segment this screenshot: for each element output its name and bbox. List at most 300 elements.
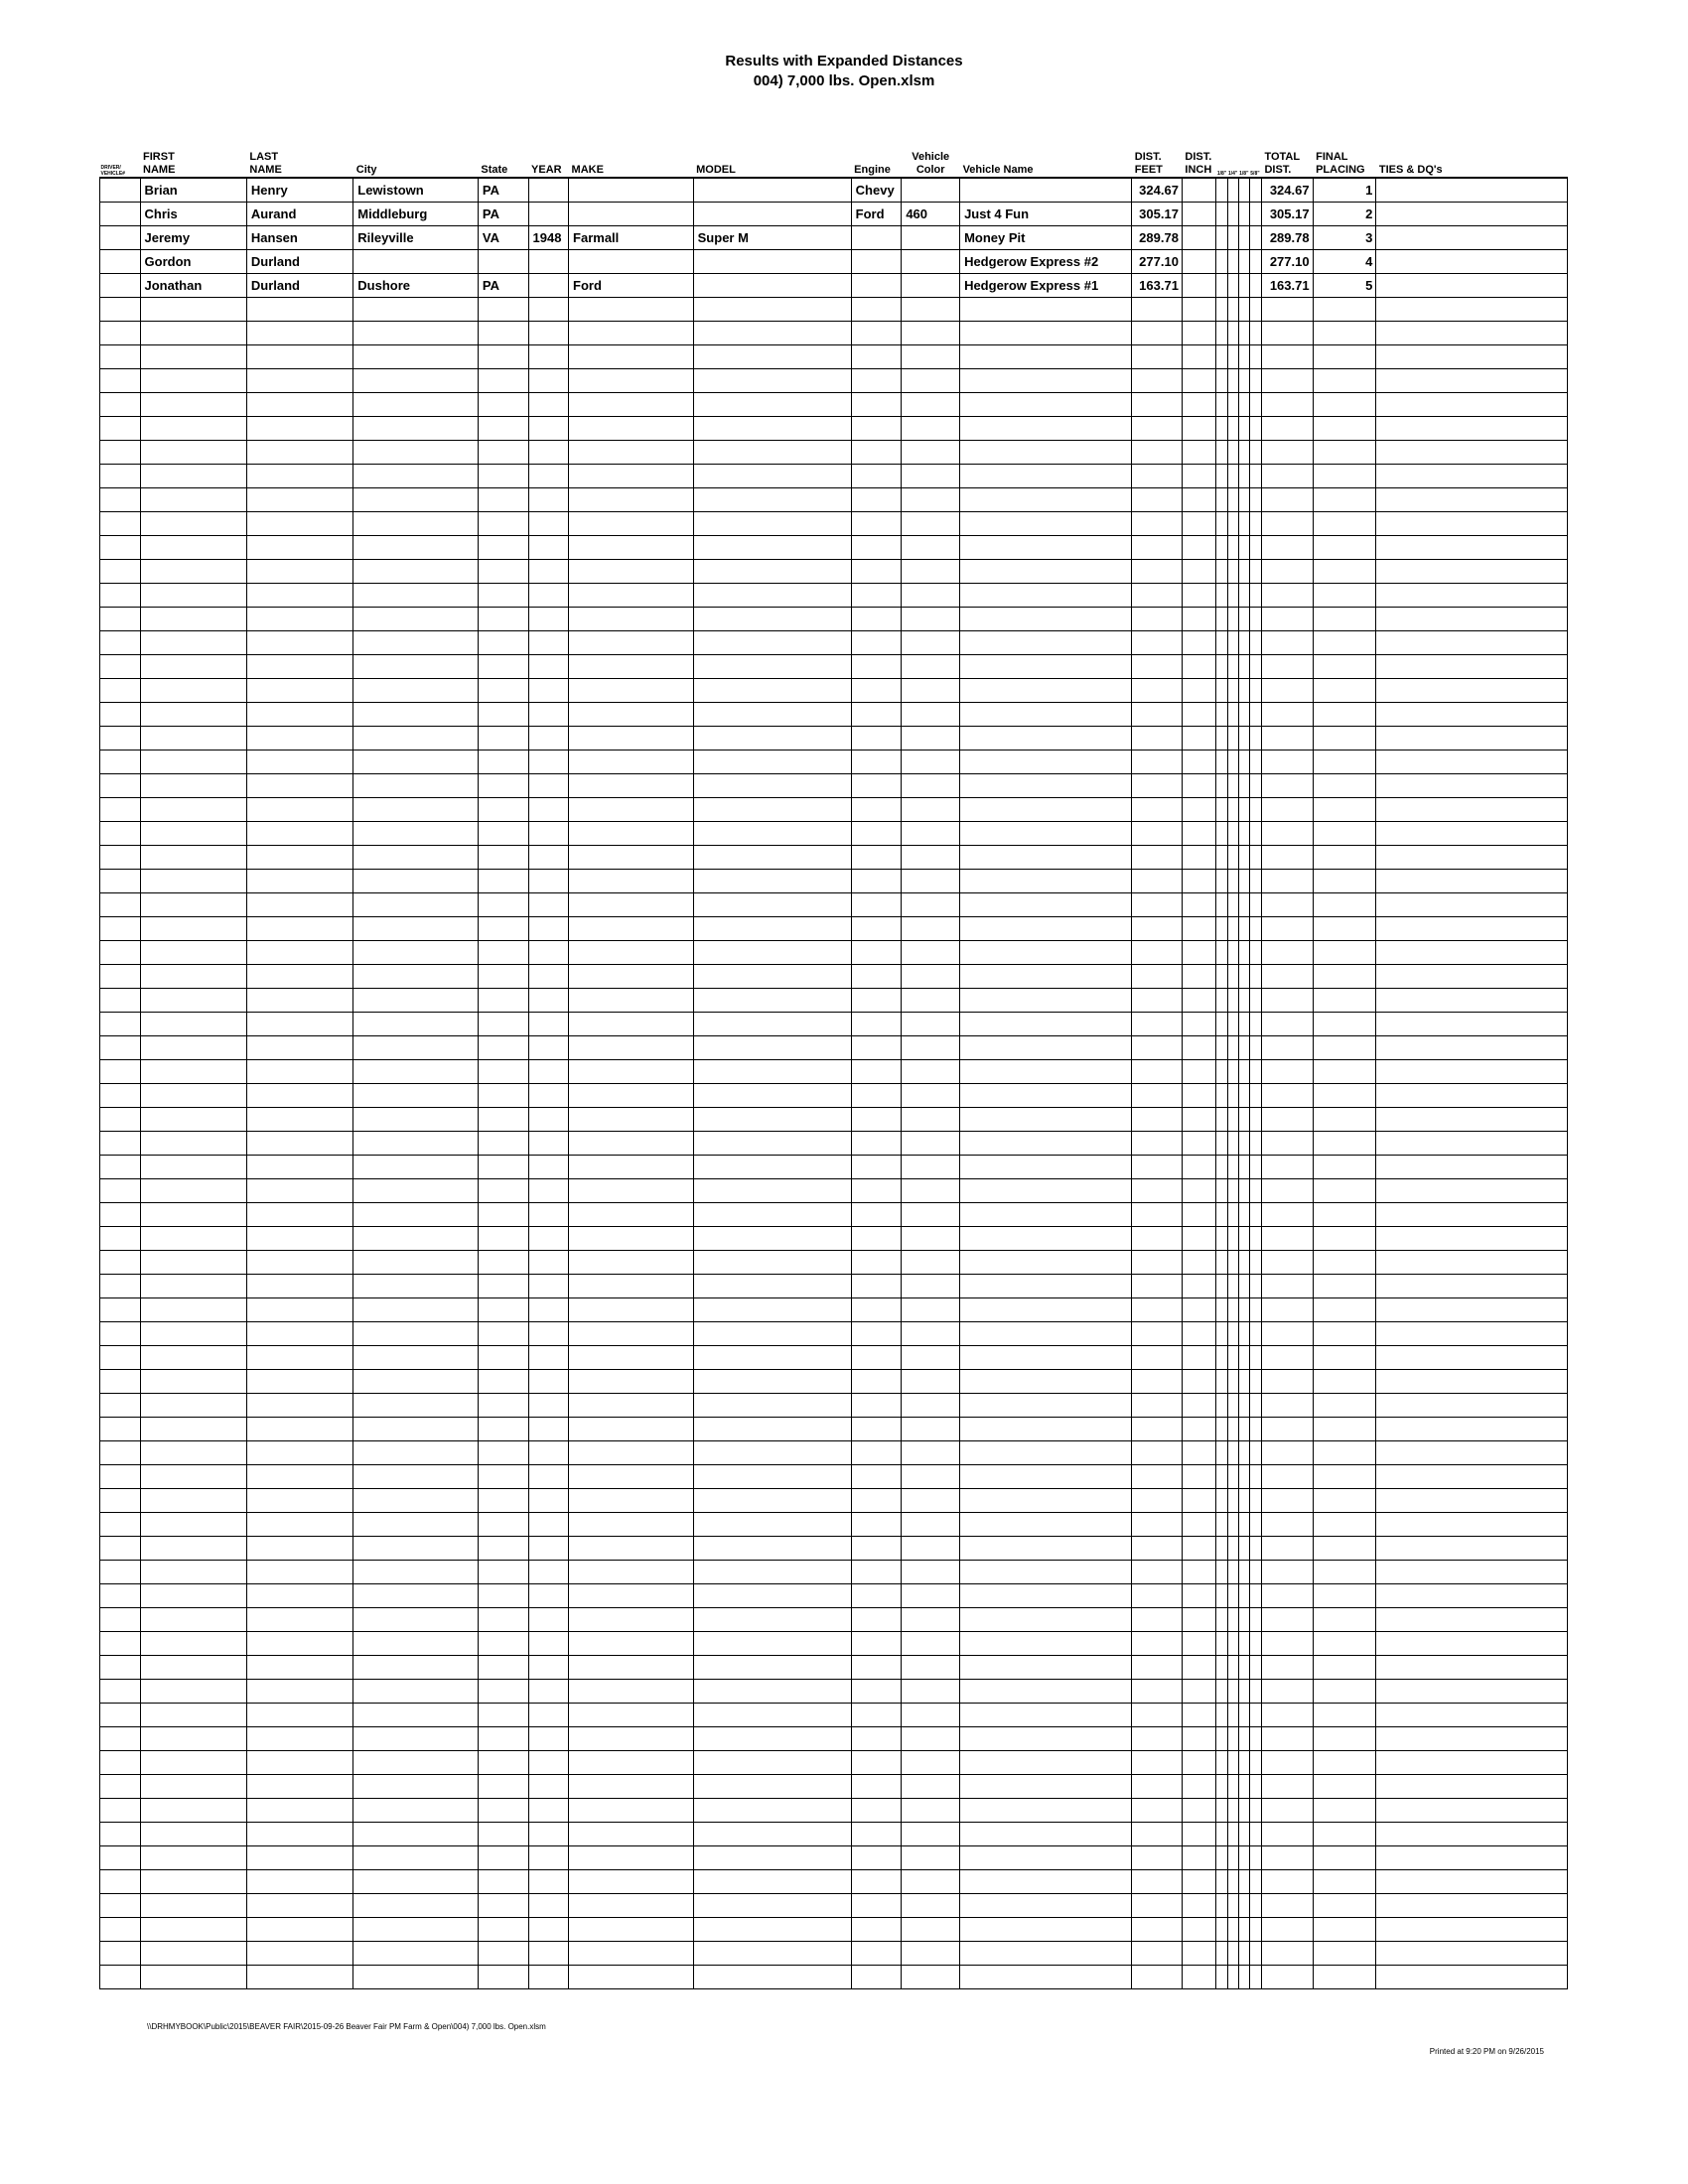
table-cell bbox=[1376, 1156, 1568, 1179]
table-cell bbox=[140, 1108, 246, 1132]
table-cell bbox=[851, 870, 902, 893]
table-cell bbox=[693, 1275, 851, 1298]
table-cell bbox=[1376, 1942, 1568, 1966]
table-cell bbox=[902, 488, 960, 512]
table-cell bbox=[528, 465, 569, 488]
table-cell bbox=[1132, 1203, 1183, 1227]
table-cell bbox=[902, 1370, 960, 1394]
table-cell bbox=[902, 1704, 960, 1727]
table-cell bbox=[1249, 679, 1261, 703]
table-cell bbox=[902, 441, 960, 465]
table-cell bbox=[1227, 846, 1238, 870]
table-cell bbox=[478, 1346, 528, 1370]
table-cell bbox=[1216, 655, 1227, 679]
table-cell bbox=[693, 1727, 851, 1751]
table-cell bbox=[693, 608, 851, 631]
table-cell bbox=[569, 1608, 694, 1632]
table-cell bbox=[569, 465, 694, 488]
table-cell bbox=[528, 703, 569, 727]
table-cell bbox=[1376, 369, 1568, 393]
column-header-line2: TIES & DQ's bbox=[1378, 164, 1443, 176]
table-cell bbox=[960, 393, 1132, 417]
table-cell bbox=[1132, 1656, 1183, 1680]
table-cell bbox=[1376, 322, 1568, 345]
table-cell bbox=[1182, 1394, 1215, 1418]
table-cell bbox=[569, 893, 694, 917]
table-cell bbox=[960, 1156, 1132, 1179]
table-cell bbox=[569, 608, 694, 631]
table-cell bbox=[1182, 1537, 1215, 1561]
table-cell bbox=[569, 1370, 694, 1394]
table-cell bbox=[1216, 274, 1227, 298]
table-cell bbox=[1249, 989, 1261, 1013]
table-cell bbox=[140, 679, 246, 703]
table-cell bbox=[1182, 1632, 1215, 1656]
table-cell bbox=[528, 1036, 569, 1060]
column-header-line2: Engine bbox=[854, 164, 891, 176]
table-cell bbox=[851, 1894, 902, 1918]
table-cell bbox=[1238, 1060, 1249, 1084]
table-cell bbox=[1182, 917, 1215, 941]
table-cell bbox=[902, 393, 960, 417]
table-cell bbox=[569, 536, 694, 560]
table-cell bbox=[1376, 608, 1568, 631]
table-cell bbox=[478, 1132, 528, 1156]
table-cell: Lewistown bbox=[353, 178, 479, 203]
empty-table-row bbox=[100, 1108, 1568, 1132]
column-header-line2: MAKE bbox=[571, 164, 604, 176]
table-cell bbox=[100, 727, 141, 751]
table-cell bbox=[1249, 893, 1261, 917]
table-cell bbox=[1376, 1370, 1568, 1394]
table-cell bbox=[902, 512, 960, 536]
table-cell bbox=[851, 655, 902, 679]
table-cell bbox=[1182, 1942, 1215, 1966]
table-cell bbox=[1227, 631, 1238, 655]
table-cell bbox=[1132, 1966, 1183, 1989]
table-cell bbox=[1227, 1203, 1238, 1227]
empty-table-row bbox=[100, 822, 1568, 846]
table-cell bbox=[1238, 1656, 1249, 1680]
table-cell: 3 bbox=[1313, 226, 1376, 250]
table-cell bbox=[478, 322, 528, 345]
table-cell bbox=[1238, 1203, 1249, 1227]
empty-table-row bbox=[100, 1846, 1568, 1870]
table-cell bbox=[100, 1561, 141, 1584]
table-cell bbox=[1238, 1870, 1249, 1894]
table-cell bbox=[353, 441, 479, 465]
table-cell bbox=[528, 1918, 569, 1942]
table-cell bbox=[353, 917, 479, 941]
table-cell bbox=[528, 345, 569, 369]
table-cell bbox=[140, 1537, 246, 1561]
table-cell bbox=[1238, 893, 1249, 917]
table-cell bbox=[1313, 631, 1376, 655]
table-cell bbox=[1249, 1156, 1261, 1179]
table-cell bbox=[1261, 1013, 1313, 1036]
table-cell bbox=[140, 1060, 246, 1084]
table-cell bbox=[140, 798, 246, 822]
table-cell bbox=[528, 1489, 569, 1513]
table-cell bbox=[1216, 1561, 1227, 1584]
table-cell bbox=[1132, 417, 1183, 441]
table-cell bbox=[353, 369, 479, 393]
table-cell bbox=[1227, 441, 1238, 465]
table-cell bbox=[353, 1251, 479, 1275]
table-cell bbox=[1227, 1537, 1238, 1561]
table-cell bbox=[478, 1584, 528, 1608]
table-cell bbox=[1216, 1251, 1227, 1275]
table-cell bbox=[528, 322, 569, 345]
column-header-line1: FINAL bbox=[1316, 151, 1348, 163]
table-cell bbox=[1227, 226, 1238, 250]
table-cell bbox=[851, 1942, 902, 1966]
table-cell bbox=[1132, 917, 1183, 941]
table-cell bbox=[902, 1298, 960, 1322]
table-cell bbox=[1376, 1537, 1568, 1561]
table-cell bbox=[1249, 631, 1261, 655]
table-cell bbox=[528, 584, 569, 608]
table-cell bbox=[1261, 1727, 1313, 1751]
table-cell bbox=[851, 1036, 902, 1060]
table-cell bbox=[693, 1203, 851, 1227]
table-cell bbox=[140, 441, 246, 465]
table-cell bbox=[100, 369, 141, 393]
table-cell bbox=[246, 1680, 352, 1704]
table-cell bbox=[1227, 298, 1238, 322]
table-cell bbox=[1182, 1727, 1215, 1751]
table-cell bbox=[1313, 1870, 1376, 1894]
table-cell bbox=[851, 727, 902, 751]
table-cell bbox=[478, 965, 528, 989]
table-cell bbox=[1182, 1513, 1215, 1537]
table-cell bbox=[100, 1156, 141, 1179]
table-cell bbox=[1261, 1656, 1313, 1680]
table-cell bbox=[246, 798, 352, 822]
table-cell bbox=[902, 1751, 960, 1775]
table-cell bbox=[1132, 608, 1183, 631]
table-cell bbox=[100, 536, 141, 560]
table-cell bbox=[902, 465, 960, 488]
table-cell bbox=[902, 1918, 960, 1942]
table-cell bbox=[353, 1727, 479, 1751]
table-cell bbox=[1182, 1298, 1215, 1322]
table-cell bbox=[1182, 989, 1215, 1013]
empty-table-row bbox=[100, 1465, 1568, 1489]
empty-table-row bbox=[100, 1918, 1568, 1942]
table-cell bbox=[140, 870, 246, 893]
table-cell bbox=[902, 1179, 960, 1203]
table-cell bbox=[528, 1942, 569, 1966]
table-cell bbox=[353, 536, 479, 560]
table-cell bbox=[353, 1227, 479, 1251]
table-cell bbox=[1132, 1227, 1183, 1251]
table-cell bbox=[353, 322, 479, 345]
table-cell bbox=[1238, 1608, 1249, 1632]
table-cell bbox=[902, 751, 960, 774]
table-cell bbox=[353, 727, 479, 751]
table-cell bbox=[1216, 798, 1227, 822]
table-cell: Ford bbox=[851, 203, 902, 226]
table-cell bbox=[1182, 1870, 1215, 1894]
table-cell bbox=[1313, 1418, 1376, 1441]
table-cell bbox=[353, 298, 479, 322]
table-cell bbox=[1227, 1156, 1238, 1179]
empty-table-row bbox=[100, 989, 1568, 1013]
table-cell bbox=[478, 1251, 528, 1275]
table-cell bbox=[1376, 893, 1568, 917]
table-cell bbox=[1238, 917, 1249, 941]
table-cell bbox=[1216, 1084, 1227, 1108]
column-header-line2: NAME bbox=[143, 164, 176, 176]
table-cell bbox=[569, 584, 694, 608]
table-cell bbox=[1132, 1013, 1183, 1036]
table-cell bbox=[246, 465, 352, 488]
table-cell bbox=[1376, 345, 1568, 369]
table-cell bbox=[1132, 298, 1183, 322]
table-cell bbox=[851, 488, 902, 512]
table-cell bbox=[478, 703, 528, 727]
table-cell bbox=[1227, 584, 1238, 608]
table-cell bbox=[1313, 560, 1376, 584]
results-table bbox=[99, 146, 1568, 1989]
table-cell bbox=[140, 1846, 246, 1870]
table-cell bbox=[1261, 774, 1313, 798]
table-cell bbox=[246, 1942, 352, 1966]
table-cell bbox=[1313, 1966, 1376, 1989]
table-cell bbox=[1376, 1751, 1568, 1775]
table-cell bbox=[140, 1394, 246, 1418]
table-cell bbox=[1238, 1751, 1249, 1775]
table-cell bbox=[1132, 1084, 1183, 1108]
table-cell bbox=[960, 345, 1132, 369]
table-cell bbox=[353, 870, 479, 893]
table-cell bbox=[1249, 846, 1261, 870]
table-cell bbox=[478, 1680, 528, 1704]
table-cell bbox=[1227, 655, 1238, 679]
column-header-line2: FEET bbox=[1134, 164, 1163, 176]
empty-table-row bbox=[100, 345, 1568, 369]
table-cell bbox=[1238, 560, 1249, 584]
table-cell: 289.78 bbox=[1132, 226, 1183, 250]
table-cell bbox=[1261, 1156, 1313, 1179]
table-cell bbox=[100, 798, 141, 822]
table-cell bbox=[528, 1608, 569, 1632]
table-cell bbox=[246, 1561, 352, 1584]
table-cell bbox=[960, 1727, 1132, 1751]
table-cell bbox=[1227, 989, 1238, 1013]
table-cell bbox=[528, 655, 569, 679]
table-cell bbox=[100, 488, 141, 512]
table-cell bbox=[1216, 203, 1227, 226]
table-cell bbox=[528, 1227, 569, 1251]
table-cell bbox=[1313, 1322, 1376, 1346]
table-cell bbox=[1261, 1489, 1313, 1513]
table-cell bbox=[1182, 393, 1215, 417]
table-cell bbox=[353, 1584, 479, 1608]
table-cell bbox=[1227, 893, 1238, 917]
table-cell bbox=[478, 631, 528, 655]
table-cell bbox=[902, 560, 960, 584]
table-cell bbox=[1216, 1704, 1227, 1727]
table-cell bbox=[851, 441, 902, 465]
table-cell bbox=[1182, 345, 1215, 369]
table-cell bbox=[569, 1751, 694, 1775]
empty-table-row bbox=[100, 1275, 1568, 1298]
table-cell bbox=[1376, 1084, 1568, 1108]
table-cell bbox=[693, 1346, 851, 1370]
table-cell bbox=[1249, 655, 1261, 679]
table-cell bbox=[1182, 1370, 1215, 1394]
table-cell bbox=[1132, 345, 1183, 369]
table-cell bbox=[1227, 917, 1238, 941]
table-cell bbox=[353, 679, 479, 703]
table-cell bbox=[1313, 1537, 1376, 1561]
column-header-4 bbox=[478, 146, 528, 178]
table-cell bbox=[569, 1108, 694, 1132]
table-cell bbox=[851, 1537, 902, 1561]
table-cell bbox=[246, 322, 352, 345]
table-cell: 324.67 bbox=[1261, 178, 1313, 203]
table-cell bbox=[851, 1441, 902, 1465]
table-cell bbox=[1376, 1632, 1568, 1656]
table-cell bbox=[851, 1680, 902, 1704]
table-cell bbox=[353, 893, 479, 917]
table-cell bbox=[100, 1036, 141, 1060]
table-cell bbox=[569, 679, 694, 703]
table-cell bbox=[902, 1537, 960, 1561]
table-cell bbox=[1261, 822, 1313, 846]
table-cell bbox=[140, 488, 246, 512]
table-cell bbox=[1249, 941, 1261, 965]
table-cell: Henry bbox=[246, 178, 352, 203]
table-cell bbox=[1376, 1036, 1568, 1060]
table-cell bbox=[1238, 751, 1249, 774]
table-cell bbox=[1216, 727, 1227, 751]
table-cell bbox=[1313, 1799, 1376, 1823]
table-cell bbox=[902, 798, 960, 822]
table-cell bbox=[902, 1060, 960, 1084]
table-cell bbox=[353, 1108, 479, 1132]
table-cell bbox=[140, 1179, 246, 1203]
table-cell bbox=[1376, 1108, 1568, 1132]
table-cell bbox=[1216, 1418, 1227, 1441]
table-cell bbox=[1376, 536, 1568, 560]
table-cell bbox=[1313, 1513, 1376, 1537]
column-header-12 bbox=[1182, 146, 1215, 178]
table-cell bbox=[353, 393, 479, 417]
table-cell bbox=[528, 369, 569, 393]
table-cell bbox=[1261, 345, 1313, 369]
table-cell bbox=[1261, 1799, 1313, 1823]
table-cell bbox=[1313, 536, 1376, 560]
table-cell bbox=[1376, 1013, 1568, 1036]
table-cell bbox=[246, 441, 352, 465]
table-cell bbox=[569, 178, 694, 203]
empty-table-row bbox=[100, 941, 1568, 965]
table-cell bbox=[1132, 1179, 1183, 1203]
table-cell bbox=[100, 1084, 141, 1108]
table-cell bbox=[1313, 1346, 1376, 1370]
table-cell bbox=[851, 226, 902, 250]
table-cell bbox=[960, 1823, 1132, 1846]
table-cell bbox=[140, 965, 246, 989]
table-cell bbox=[1376, 655, 1568, 679]
table-cell bbox=[902, 608, 960, 631]
table-cell bbox=[693, 893, 851, 917]
table-cell bbox=[1249, 1060, 1261, 1084]
table-cell bbox=[1261, 1561, 1313, 1584]
table-cell bbox=[1313, 846, 1376, 870]
table-cell bbox=[140, 608, 246, 631]
table-cell bbox=[1238, 965, 1249, 989]
table-cell bbox=[693, 250, 851, 274]
table-cell bbox=[353, 703, 479, 727]
table-cell bbox=[1376, 1704, 1568, 1727]
table-cell bbox=[1238, 1322, 1249, 1346]
table-cell bbox=[693, 465, 851, 488]
table-cell bbox=[100, 1489, 141, 1513]
table-cell bbox=[1182, 1751, 1215, 1775]
table-cell bbox=[100, 298, 141, 322]
table-cell bbox=[528, 917, 569, 941]
empty-table-row bbox=[100, 417, 1568, 441]
table-cell bbox=[693, 1013, 851, 1036]
table-cell bbox=[569, 1132, 694, 1156]
column-header-line2: NAME bbox=[249, 164, 282, 176]
table-cell bbox=[1182, 870, 1215, 893]
table-cell bbox=[246, 1132, 352, 1156]
table-cell bbox=[1261, 1346, 1313, 1370]
table-cell bbox=[1132, 1846, 1183, 1870]
table-cell bbox=[478, 1227, 528, 1251]
table-cell bbox=[1376, 1775, 1568, 1799]
table-cell bbox=[1182, 488, 1215, 512]
table-cell bbox=[1238, 584, 1249, 608]
table-cell bbox=[1249, 1656, 1261, 1680]
table-cell bbox=[353, 965, 479, 989]
table-cell bbox=[1132, 1632, 1183, 1656]
table-cell bbox=[1216, 1322, 1227, 1346]
table-cell: VA bbox=[478, 226, 528, 250]
table-cell bbox=[1313, 488, 1376, 512]
table-cell bbox=[100, 846, 141, 870]
table-cell bbox=[960, 751, 1132, 774]
table-cell bbox=[960, 893, 1132, 917]
table-cell bbox=[528, 1775, 569, 1799]
table-cell bbox=[478, 536, 528, 560]
table-cell bbox=[1313, 1846, 1376, 1870]
table-cell bbox=[569, 1727, 694, 1751]
table-cell bbox=[851, 1799, 902, 1823]
table-cell bbox=[902, 1275, 960, 1298]
table-cell bbox=[902, 631, 960, 655]
table-cell bbox=[1238, 1084, 1249, 1108]
table-cell bbox=[902, 1227, 960, 1251]
table-cell bbox=[569, 1084, 694, 1108]
table-cell bbox=[528, 774, 569, 798]
table-cell bbox=[100, 941, 141, 965]
table-cell bbox=[1132, 512, 1183, 536]
table-cell bbox=[1313, 1656, 1376, 1680]
table-cell: 163.71 bbox=[1261, 274, 1313, 298]
table-cell bbox=[1227, 1465, 1238, 1489]
table-cell bbox=[353, 1942, 479, 1966]
table-cell bbox=[1376, 631, 1568, 655]
table-cell bbox=[1313, 1823, 1376, 1846]
table-cell bbox=[478, 1013, 528, 1036]
table-cell bbox=[1376, 917, 1568, 941]
